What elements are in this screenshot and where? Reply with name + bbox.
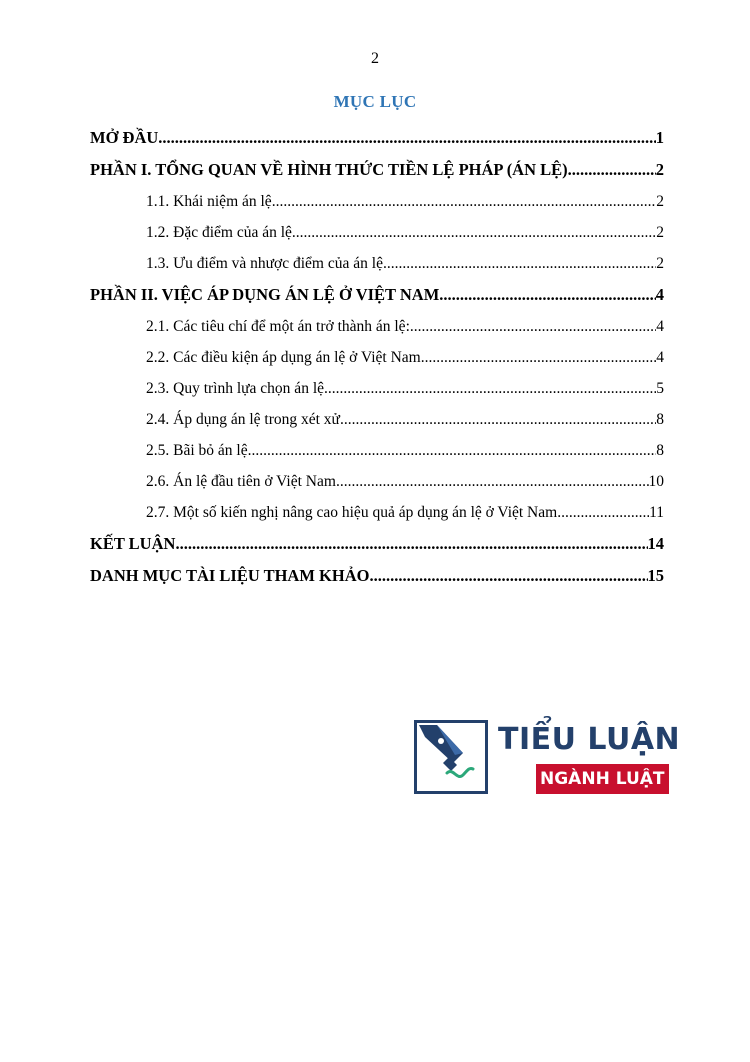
toc-entry-page: 5 (656, 380, 664, 397)
toc-entry-page: 4 (656, 349, 664, 366)
toc-entry-text: 2.5. Bãi bỏ án lệ (146, 442, 248, 459)
toc-entry-page: 10 (648, 473, 664, 490)
toc-entry-page: 8 (656, 411, 664, 428)
toc-entry-2-3[interactable] (90, 373, 664, 404)
logo-subtitle: NGÀNH LUẬT (536, 764, 669, 794)
toc-entry-page: 2 (656, 255, 664, 272)
toc-leader-dots (340, 404, 656, 435)
toc-entry-text: PHẦN II. VIỆC ÁP DỤNG ÁN LỆ Ở VIỆT NAM (90, 285, 440, 304)
toc-entry-text: 2.4. Áp dụng án lệ trong xét xử (146, 411, 340, 428)
toc-entry-text: DANH MỤC TÀI LIỆU THAM KHẢO (90, 566, 370, 585)
toc-entry-page: 14 (647, 534, 664, 553)
toc-leader-dots (439, 279, 655, 311)
toc-leader-dots (324, 373, 656, 404)
toc-entry-page: 8 (656, 442, 664, 459)
toc-entry-page: 15 (647, 566, 664, 585)
table-of-contents (90, 122, 664, 592)
toc-entry-1-1[interactable] (90, 186, 664, 217)
toc-entry-text: 1.2. Đặc điểm của án lệ (146, 224, 292, 241)
toc-leader-dots (410, 311, 656, 342)
toc-leader-dots (557, 497, 649, 528)
toc-entry-text: 2.2. Các điều kiện áp dụng án lệ ở Việt Nam (146, 349, 421, 366)
toc-leader-dots (272, 186, 657, 217)
toc-leader-dots (248, 435, 657, 466)
toc-leader-dots (175, 528, 647, 560)
toc-leader-dots (568, 154, 656, 186)
toc-entry-page: 2 (655, 160, 664, 179)
page-number: 2 (371, 50, 379, 67)
toc-entry-text: 1.1. Khái niệm án lệ (146, 193, 272, 210)
toc-entry-1-2[interactable] (90, 217, 664, 248)
logo-title: TIỂU LUẬN (498, 722, 681, 757)
toc-entry-page: 2 (656, 224, 664, 241)
toc-entry-mo-dau[interactable] (90, 122, 664, 154)
toc-entry-page: 4 (655, 285, 664, 304)
toc-entry-text: KẾT LUẬN (90, 534, 176, 553)
toc-entry-tai-lieu[interactable] (90, 560, 664, 592)
toc-entry-text: 2.1. Các tiêu chí để một án trở thành án lệ: (146, 318, 410, 335)
toc-entry-text: 2.6. Án lệ đầu tiên ở Việt Nam (146, 473, 336, 490)
toc-entry-2-2[interactable] (90, 342, 664, 373)
fountain-pen-nib-icon (414, 720, 488, 794)
toc-entry-phan-1[interactable] (90, 154, 664, 186)
toc-entry-2-4[interactable] (90, 404, 664, 435)
toc-entry-2-7[interactable] (90, 497, 664, 528)
toc-entry-2-1[interactable] (90, 311, 664, 342)
toc-entry-page: 2 (656, 193, 664, 210)
toc-title: MỤC LỤC (333, 92, 417, 111)
toc-entry-ket-luan[interactable] (90, 528, 664, 560)
toc-leader-dots (158, 122, 655, 154)
toc-entry-text: MỞ ĐẦU (90, 128, 159, 147)
toc-entry-1-3[interactable] (90, 248, 664, 279)
toc-entry-2-6[interactable] (90, 466, 664, 497)
toc-entry-text: PHẦN I. TỔNG QUAN VỀ HÌNH THỨC TIỀN LỆ PHÁP (ÁN LỆ) (90, 160, 568, 179)
toc-leader-dots (292, 217, 656, 248)
toc-entry-2-5[interactable] (90, 435, 664, 466)
toc-entry-text: 2.3. Quy trình lựa chọn án lệ (146, 380, 325, 397)
toc-leader-dots (421, 342, 657, 373)
toc-entry-text: 1.3. Ưu điểm và nhược điểm của án lệ (146, 255, 383, 272)
toc-leader-dots (336, 466, 649, 497)
toc-leader-dots (369, 560, 647, 592)
toc-entry-phan-2[interactable] (90, 279, 664, 311)
toc-entry-page: 1 (655, 128, 664, 147)
toc-entry-page: 11 (649, 504, 664, 521)
toc-entry-page: 4 (656, 318, 664, 335)
brand-logo (414, 718, 681, 798)
toc-leader-dots (383, 248, 656, 279)
toc-entry-text: 2.7. Một số kiến nghị nâng cao hiệu quả áp dụng án lệ ở Việt Nam (146, 504, 558, 521)
